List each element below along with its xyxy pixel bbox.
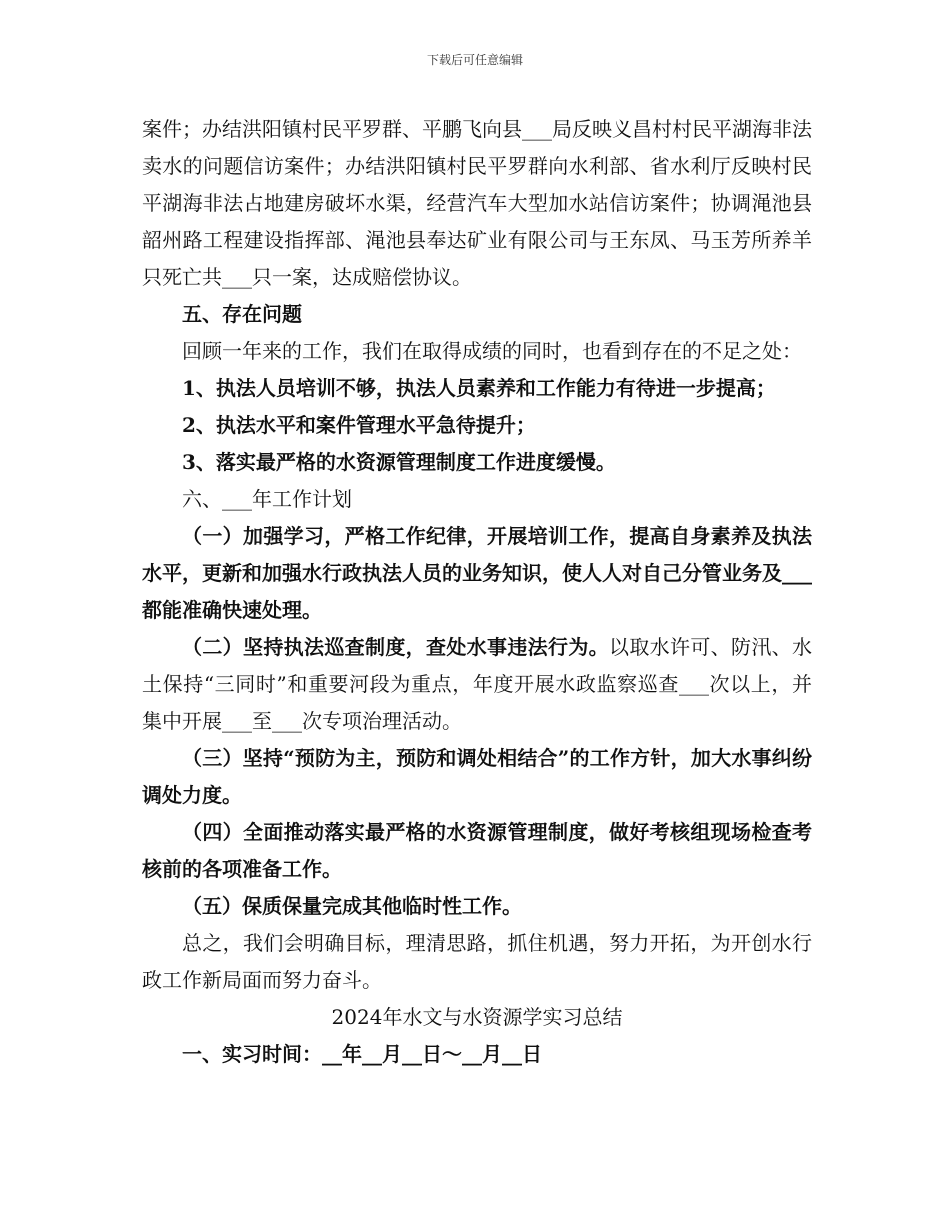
problem-item-3: 3、落实最严格的水资源管理制度工作进度缓慢。 [182, 450, 616, 474]
plan-item-3: （三）坚持“预防为主，预防和调处相结合”的工作方针，加大水事纠纷调处力度。 [142, 746, 812, 807]
plan-item-2-body: 以取水许可、防汛、水土保持“三同时”和重要河段为重点，年度开展水政监察巡查___次以上，并集中开展___至___次专项治理活动。 [142, 635, 812, 733]
page-header: 下载后可任意编辑 [426, 53, 523, 67]
section-heading-internship-time: 一、实习时间：__年__月__日～__月__日 [182, 1042, 542, 1066]
section-heading-problems: 五、存在问题 [182, 302, 302, 326]
plan-item-4: （四）全面推动落实最严格的水资源管理制度，做好考核组现场检查考核前的各项准备工作。 [142, 820, 812, 881]
problem-item-1: 1、执法人员培训不够，执法人员素养和工作能力有待进一步提高； [182, 376, 776, 400]
paragraph-review: 回顾一年来的工作，我们在取得成绩的同时，也看到存在的不足之处： [182, 339, 802, 363]
problem-item-2: 2、执法水平和案件管理水平急待提升； [182, 413, 536, 437]
document-body [142, 111, 812, 1073]
plan-item-2-title: （二）坚持执法巡查制度，查处水事违法行为。 [182, 635, 609, 659]
paragraph-conclusion: 总之，我们会明确目标，理清思路，抓住机遇，努力开拓，为开创水行政工作新局面而努力奋斗。 [142, 931, 812, 992]
plan-item-2 [142, 629, 812, 740]
plan-item-5: （五）保质保量完成其他临时性工作。 [182, 894, 522, 918]
section-heading-work-plan: 六、___年工作计划 [182, 487, 352, 511]
document-title-internship: 2024年水文与水资源学实习总结 [331, 1005, 623, 1029]
paragraph-case-summary: 案件；办结洪阳镇村民平罗群、平鹏飞向县___局反映义昌村村民平湖海非法卖水的问题信访案件；办结洪阳镇村民平罗群向水利部、省水利厅反映村民平湖海非法占地建房破坏水渠，经营汽车大型加水站信访案件；协调渑池县韶州路工程建设指挥部、渑池县奉达矿业有限公司与王东凤、马玉芳所养羊只死亡共___只一案，达成赔偿协议。 [142, 117, 812, 289]
plan-item-1: （一）加强学习，严格工作纪律，开展培训工作，提高自身素养及执法水平，更新和加强水行政执法人员的业务知识，使人人对自己分管业务及___都能准确快速处理。 [142, 524, 812, 622]
